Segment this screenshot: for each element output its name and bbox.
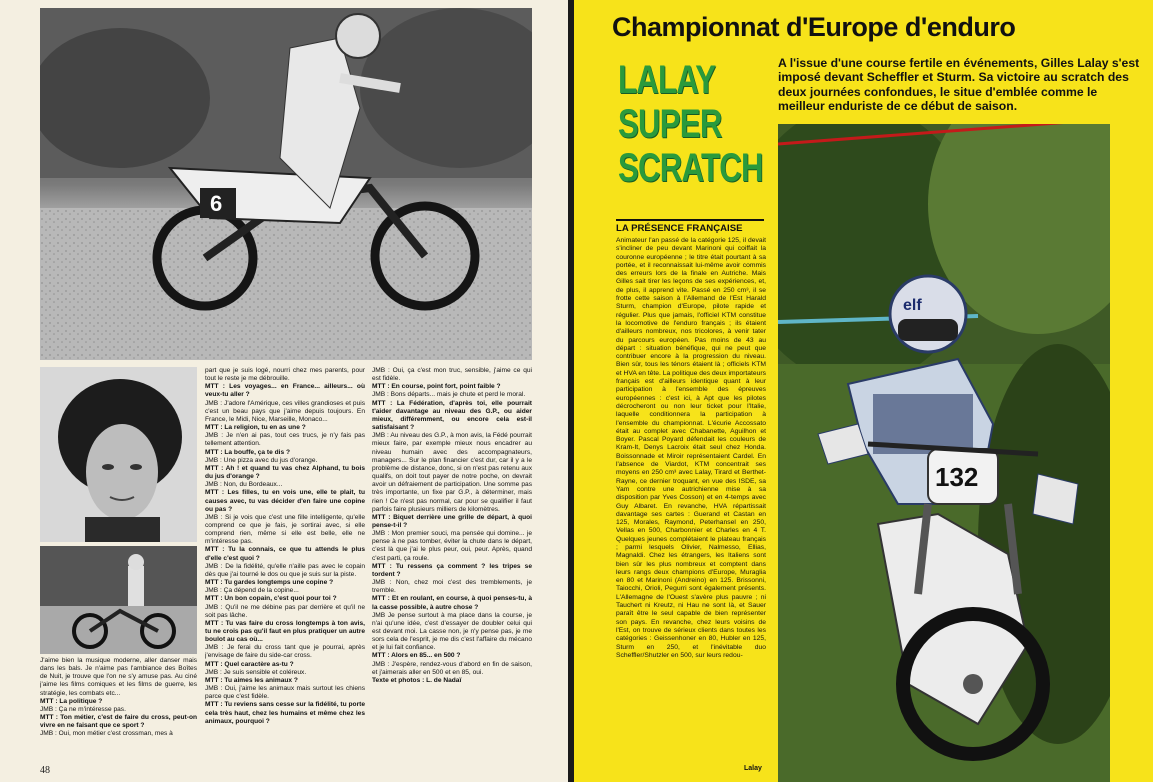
interview-question: MTT : En course, point fort, point faible ? — [372, 383, 501, 391]
interview-question: MTT : Ah ! et quand tu vas chez Alphand, tu bois du jus d'orange ? — [205, 464, 365, 481]
col1-answer: JMB : Ça ne m'intéresse pas. — [40, 705, 126, 713]
col1-question: MTT : Ton métier, c'est de faire du cross, peut-on vivre en ne faisant que ce sport ? — [40, 714, 197, 730]
interview-answer: JMB : J'espère, rendez-vous d'abord en fin de saison, et j'aimerais aller en 500 et en 85, oui. — [372, 660, 532, 676]
headline-line-2: SUPER — [618, 102, 722, 146]
col1-answer: JMB : Oui, mon métier c'est crossman, mes à — [40, 730, 173, 738]
interview-question: MTT : Les voyages... en France... ailleurs... où veux-tu aller ? — [205, 383, 365, 399]
interview-question: MTT : Tu aimes les animaux ? — [205, 676, 298, 684]
svg-text:6: 6 — [210, 191, 223, 216]
motocross-illustration — [40, 8, 532, 360]
interview-column-2 — [205, 367, 365, 775]
interview-question: Texte et photos : L. de Nadaï — [372, 676, 462, 684]
interview-question: MTT : Tu la connais, ce que tu attends le plus d'elle c'est quoi ? — [205, 546, 365, 562]
col1-question: MTT : La politique ? — [40, 697, 103, 705]
interview-question: MTT : Un bon copain, c'est quoi pour toi ? — [205, 595, 337, 603]
section-heading: LA PRÉSENCE FRANÇAISE — [616, 219, 764, 234]
interview-question: MTT : Tu vas faire du cross longtemps à ton avis, tu ne crois pas qu'il faut en plus pratiquer un autre boulot au cas où... — [205, 619, 365, 644]
interview-column-1 — [40, 657, 197, 772]
interview-answer: JMB : Je suis sensible et coléreux. — [205, 668, 307, 676]
left-page — [0, 0, 568, 782]
interview-answer: JMB : De la fidélité, qu'elle n'aille pas avec le copain dès que j'ai tourné le dos ou que je suis sur la piste. — [205, 562, 365, 578]
interview-answer: JMB : Ça dépend de la copine... — [205, 587, 299, 595]
interview-answer: JMB : Non, du Bordeaux... — [205, 481, 283, 489]
interview-question: MTT : Tu reviens sans cesse sur la fidélité, tu porte cela très haut, chez les humains et même chez les animaux, pourquoi ? — [205, 701, 365, 725]
motocross-jump-photo — [40, 8, 532, 360]
article-body: Animateur l'an passé de la catégorie 125, il devait s'incliner de peu devant Marinoni qui coiffait la couronne européenne ; le titre était pourtant à sa portée, et il reconnaissait lui-même avoir commis des erreurs lors de la finale en Autriche. Mais Gilles sait tirer les leçons de ses expériences, et, de plus, il apprend vite. Passé en 250 cm³, il se frotte cette saison à l'Allemand de l'Est Harald Sturm, champion d'Europe, pilote rapide et régulier. Plus que jamais, l'officiel KTM constitue la locomotive de l'enduro français ; ils étaient d'ailleurs nombreux, nos tricolores, à venir tater du parcours européen. Pas moins de 43 au départ : situation bénéfique, qui ne peut que contribuer encore à la progression du niveau. Bien sûr, tous les ténors étaient là ; officiels KTM et HVA en tête. La politique des deux importateurs français est d'ailleurs identique quant à leur participation à l'ensemble des épreuves européennes : c'est ici, à Apt que les pilotes décrocheront ou non leur ticket pour l'Italie, laquelle conditionnera la participation à l'ensemble du championnat. L'écurie Accossato était au complet avec Chabanette, Aguilhon et Boyer. Pascal Poyard défendait les couleurs de Kram-It, Denys Lacroix était seul chez Honda. Boissonnade et Miroir représentaient Cardel. En l'absence de Viardot, KTM concentrait ses moyens en 250 cm³ avec Lalay, Tirard et Berthet-Rayne, ce dernier troquant, en vue des ISDE, sa Yam contre une autrichienne mise à sa disposition par Yves Cosson) et en 4-temps avec Guy Albaret. En revanche, HVA répartissait davantage ses cartes : Guerand et Castan en 125, Morales, Raymond, Peterhansel en 250, Vellas en 500, Charbonnier et Charles en 4 T. Quelques jeunes complétaient le plateau français ; parmi lesquels Olivier, Nalmesso, Ellias, Magnaldi. Chez les étrangers, les Italiens sont bien sûr les plus nombreux et comptent dans leurs rangs deux champions d'Europe, Muraglia en 80 et Marinoni (Andreino) en 125. Brissonni, Taiocchi, Orioli, Pegurri sont également présents. L'Allemagne de l'Ouest s'avère plus pauvre ; ni Tauchert ni Kreutz, ni Hau ne sont là, et Sauer paraît être le seul capable de bien représenter son pays. En revanche, chez leurs voisins de l'Est, on trouve de sérieux clients dans toutes les catégories : Geissenhoner en 80, Hubler en 125, Sturm en 250, et l'inévitable duo Scheffler/Shutzler en 500, sur leurs redou- — [616, 237, 766, 659]
interview-question: MTT : Tu ressens ça comment ? les tripes se tordent ? — [372, 562, 532, 578]
interview-answer: JMB : Au niveau des G.P., à mon avis, la Fédé pourrait mieux faire, par exemple mieux nous encadrer au niveau humain avec des accompagnateurs, managers... Sur le plan financier c'est dur, car il y a le problème de distance, donc, si on n'est pas retenu aux qualifs, on doit tout payer de notre poche, on devrait avoir un défraiement de participation. Une somme pas très importante, un fixe par G.P., à déterminer, mais rien ! Ce n'est pas normal, car pour se qualifier il faut parfois faire plusieurs milliers de kilomètres. — [372, 432, 532, 513]
interview-answer: JMB : Bons départs... mais je chute et perd le moral. — [372, 391, 526, 399]
article-kicker-title: Championnat d'Europe d'enduro — [612, 12, 1016, 42]
enduro-rider-photo — [778, 124, 1110, 782]
interview-question: MTT : Quel caractère as-tu ? — [205, 660, 294, 668]
interview-question: MTT : La religion, tu en as une ? — [205, 424, 306, 432]
interview-question: MTT : La bouffe, ça te dis ? — [205, 448, 290, 456]
interview-answer: JMB : Si je vois que c'est une fille intelligente, qu'elle comprend ce que je fais, je sortirai avec, si elle comprend rien, même si elle est belle, elle ne m'intéresse pas. — [205, 513, 365, 546]
interview-column-3 — [372, 367, 532, 775]
interview-question: MTT : Et en roulant, en course, à quoi penses-tu, à la casse possible, à autre chose ? — [372, 595, 532, 611]
interview-answer: JMB Je pense surtout à ma place dans la course, je n'ai qu'une idée, c'est d'essayer de doubler celui qui est devant moi. La casse non, je n'y pense pas, je me sors cela de l'esprit, je me dis c'est l'affaire du mécano et je lui fait confiance. — [372, 611, 532, 652]
interview-answer: JMB : Oui, ça c'est mon truc, sensible, j'aime ce qui est fidèle. — [372, 367, 532, 383]
headline-line-3: SCRATCH — [618, 146, 763, 190]
interview-answer: JMB : Je ferai du cross tant que je pourrai, après j'envisage de faire du side-car cross. — [205, 644, 365, 660]
article-intro: A l'issue d'une course fertile en événements, Gilles Lalay s'est imposé devant Scheffler et Sturm. Sa victoire au scratch des deux journées confondues, le situe d'emblée comme le meilleur enduriste de ce début de saison. — [778, 56, 1140, 114]
helmet-sponsor-text: elf — [903, 297, 922, 314]
col1-paragraph: J'aime bien la musique moderne, aller danser mais dans les bals. Je n'aime pas l'ambiance des Boîtes de Nuit, je trouve que l'on ne s'y amuse pas. Au ciné j'aime les films comiques et les films de guerre, les stratégie, les combats etc... — [40, 657, 197, 697]
interview-question: MTT : Biquet derrière une grille de départ, à quoi pense-t-il ? — [372, 513, 532, 529]
interview-answer: part que je suis logé, nourri chez mes parents, pour tout le reste je me débrouille. — [205, 367, 365, 383]
rider-small-photo — [40, 546, 197, 654]
rider-portrait-photo — [40, 367, 197, 542]
interview-answer: JMB : Qu'il ne me débine pas par derrière et qu'il ne soit pas lâche. — [205, 603, 365, 619]
page-number: 48 — [40, 765, 50, 776]
interview-answer: JMB : Non, chez moi c'est des tremblements, je tremble. — [372, 579, 532, 595]
interview-answer: JMB : Une pizza avec du jus d'orange. — [205, 456, 318, 464]
interview-question: MTT : Tu gardes longtemps une copine ? — [205, 579, 334, 587]
right-page — [574, 0, 1153, 782]
headline-line-1: LALAY — [618, 58, 716, 102]
interview-answer: JMB : Oui, j'aime les animaux mais surtout les chiens parce que c'est fidèle. — [205, 685, 365, 701]
interview-question: MTT : La Fédération, d'après toi, elle pourrait t'aider davantage au niveau des G.P., ou aider mieux, différemment, ou encore cela est-il satisfaisant ? — [372, 399, 532, 432]
race-number-plate: 132 — [935, 462, 979, 492]
interview-question: MTT : Les filles, tu en vois une, elle te plait, tu causes avec, tu vas décider d'en faire une copine ou pas ? — [205, 489, 365, 513]
footer-tag: Lalay — [744, 765, 762, 772]
interview-answer: JMB : Mon premier souci, ma pensée qui domine... je pense à ne pas tomber, éviter la chute dans le départ, c'est là que j'ai le plus peur, oui, peur. Après, quand c'est parti, ça roule. — [372, 530, 532, 562]
interview-answer: JMB : Je n'en ai pas, tout ces trucs, je n'y fais pas tellement attention. — [205, 432, 365, 448]
interview-answer: JMB : J'adore l'Amérique, ces villes grandioses et puis c'est un beau pays que j'aime depuis toujours. En France, le Midi, Nice, Marseille, Monaco... — [205, 399, 365, 423]
interview-question: MTT : Alors en 85... en 500 ? — [372, 652, 461, 660]
